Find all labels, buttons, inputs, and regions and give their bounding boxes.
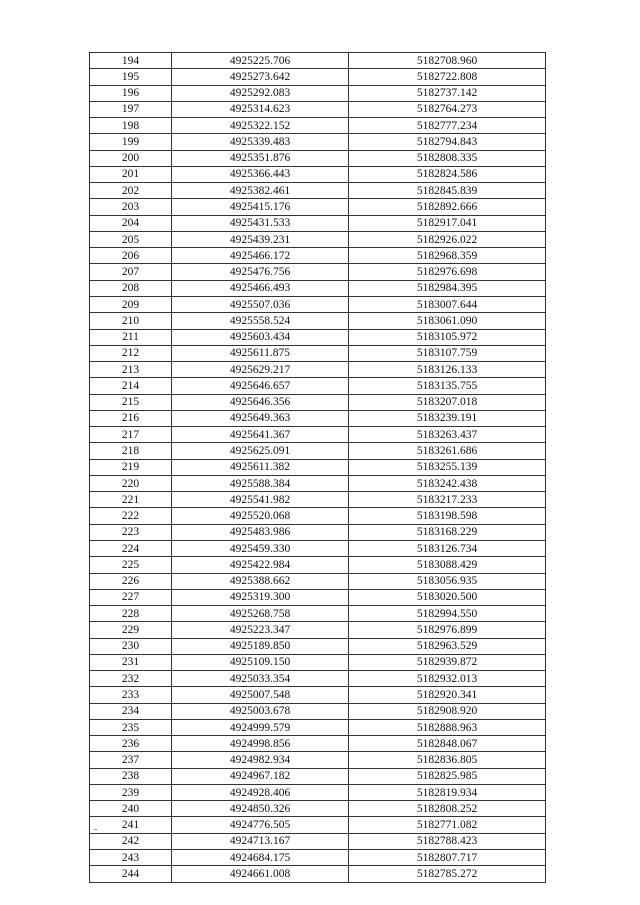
table-row	[90, 866, 546, 882]
point-number-cell: 244	[90, 866, 172, 882]
x-coordinate-cell: 4924967.182	[172, 768, 349, 784]
table-row	[90, 362, 546, 378]
y-coordinate-cell: 5182708.960	[349, 53, 546, 69]
table-row	[90, 166, 546, 182]
table-row	[90, 280, 546, 296]
point-number-cell: 224	[90, 540, 172, 556]
x-coordinate-cell: 4925603.434	[172, 329, 349, 345]
y-coordinate-cell: 5182808.335	[349, 150, 546, 166]
point-number-cell: 215	[90, 394, 172, 410]
x-coordinate-cell: 4924928.406	[172, 784, 349, 800]
point-number-cell: 209	[90, 296, 172, 312]
point-number-cell: 201	[90, 166, 172, 182]
table-row	[90, 150, 546, 166]
table-row	[90, 101, 546, 117]
point-number-cell: 200	[90, 150, 172, 166]
y-coordinate-cell: 5182848.067	[349, 736, 546, 752]
table-row	[90, 524, 546, 540]
x-coordinate-cell: 4925439.231	[172, 231, 349, 247]
table-row	[90, 638, 546, 654]
table-row	[90, 784, 546, 800]
point-number-cell: 230	[90, 638, 172, 654]
y-coordinate-cell: 5182994.550	[349, 606, 546, 622]
x-coordinate-cell: 4925646.356	[172, 394, 349, 410]
table-row	[90, 231, 546, 247]
y-coordinate-cell: 5182722.808	[349, 69, 546, 85]
point-number-cell: 204	[90, 215, 172, 231]
table-row	[90, 134, 546, 150]
point-number-cell: 233	[90, 687, 172, 703]
point-number-cell: 232	[90, 671, 172, 687]
y-coordinate-cell: 5183217.233	[349, 492, 546, 508]
x-coordinate-cell: 4925225.706	[172, 53, 349, 69]
x-coordinate-cell: 4925558.524	[172, 313, 349, 329]
table-row	[90, 53, 546, 69]
point-number-cell: 221	[90, 492, 172, 508]
x-coordinate-cell: 4925382.461	[172, 183, 349, 199]
x-coordinate-cell: 4925476.756	[172, 264, 349, 280]
x-coordinate-cell: 4924982.934	[172, 752, 349, 768]
point-number-cell: 208	[90, 280, 172, 296]
y-coordinate-cell: 5182976.899	[349, 622, 546, 638]
x-coordinate-cell: 4925466.493	[172, 280, 349, 296]
point-number-cell: 199	[90, 134, 172, 150]
y-coordinate-cell: 5182963.529	[349, 638, 546, 654]
x-coordinate-cell: 4924684.175	[172, 850, 349, 866]
table-row	[90, 329, 546, 345]
point-number-cell: 243	[90, 850, 172, 866]
table-row	[90, 801, 546, 817]
table-row	[90, 345, 546, 361]
x-coordinate-cell: 4925319.300	[172, 589, 349, 605]
y-coordinate-cell: 5182785.272	[349, 866, 546, 882]
x-coordinate-cell: 4925483.986	[172, 524, 349, 540]
y-coordinate-cell: 5182926.022	[349, 231, 546, 247]
x-coordinate-cell: 4925431.533	[172, 215, 349, 231]
point-number-cell: 195	[90, 69, 172, 85]
table-row	[90, 589, 546, 605]
x-coordinate-cell: 4925273.642	[172, 69, 349, 85]
table-row	[90, 215, 546, 231]
y-coordinate-cell: 5182764.273	[349, 101, 546, 117]
point-number-cell: 234	[90, 703, 172, 719]
y-coordinate-cell: 5183088.429	[349, 557, 546, 573]
table-row	[90, 752, 546, 768]
x-coordinate-cell: 4925541.982	[172, 492, 349, 508]
y-coordinate-cell: 5183056.935	[349, 573, 546, 589]
x-coordinate-cell: 4925223.347	[172, 622, 349, 638]
point-number-cell: 222	[90, 508, 172, 524]
y-coordinate-cell: 5183020.500	[349, 589, 546, 605]
y-coordinate-cell: 5182939.872	[349, 654, 546, 670]
x-coordinate-cell: 4924661.008	[172, 866, 349, 882]
x-coordinate-cell: 4925351.876	[172, 150, 349, 166]
x-coordinate-cell: 4925459.330	[172, 540, 349, 556]
x-coordinate-cell: 4925003.678	[172, 703, 349, 719]
table-row	[90, 443, 546, 459]
y-coordinate-cell: 5182825.985	[349, 768, 546, 784]
point-number-cell: 242	[90, 833, 172, 849]
table-row	[90, 199, 546, 215]
table-row	[90, 296, 546, 312]
x-coordinate-cell: 4925033.354	[172, 671, 349, 687]
table-row	[90, 768, 546, 784]
x-coordinate-cell: 4924998.856	[172, 736, 349, 752]
y-coordinate-cell: 5183207.018	[349, 394, 546, 410]
y-coordinate-cell: 5182845.839	[349, 183, 546, 199]
y-coordinate-cell: 5182917.041	[349, 215, 546, 231]
point-number-cell: 196	[90, 85, 172, 101]
point-number-cell: 203	[90, 199, 172, 215]
y-coordinate-cell: 5182808.252	[349, 801, 546, 817]
y-coordinate-cell: 5183061.090	[349, 313, 546, 329]
y-coordinate-cell: 5183126.734	[349, 540, 546, 556]
point-number-cell: 207	[90, 264, 172, 280]
point-number-cell: 225	[90, 557, 172, 573]
point-number-cell: 235	[90, 719, 172, 735]
x-coordinate-cell: 4924999.579	[172, 719, 349, 735]
y-coordinate-cell: 5183126.133	[349, 362, 546, 378]
scan-mark	[94, 829, 97, 830]
point-number-cell: 216	[90, 410, 172, 426]
table-row	[90, 654, 546, 670]
table-row	[90, 427, 546, 443]
x-coordinate-cell: 4925629.217	[172, 362, 349, 378]
y-coordinate-cell: 5183239.191	[349, 410, 546, 426]
point-number-cell: 197	[90, 101, 172, 117]
table-row	[90, 606, 546, 622]
y-coordinate-cell: 5182984.395	[349, 280, 546, 296]
point-number-cell: 223	[90, 524, 172, 540]
x-coordinate-cell: 4925649.363	[172, 410, 349, 426]
table-row	[90, 459, 546, 475]
point-number-cell: 238	[90, 768, 172, 784]
table-row	[90, 492, 546, 508]
point-number-cell: 194	[90, 53, 172, 69]
x-coordinate-cell: 4925314.623	[172, 101, 349, 117]
point-number-cell: 198	[90, 118, 172, 134]
point-number-cell: 229	[90, 622, 172, 638]
point-number-cell: 202	[90, 183, 172, 199]
y-coordinate-cell: 5183263.437	[349, 427, 546, 443]
x-coordinate-cell: 4925588.384	[172, 475, 349, 491]
table-row	[90, 687, 546, 703]
point-number-cell: 206	[90, 248, 172, 264]
y-coordinate-cell: 5183261.686	[349, 443, 546, 459]
point-number-cell: 241	[90, 817, 172, 833]
point-number-cell: 220	[90, 475, 172, 491]
point-number-cell: 213	[90, 362, 172, 378]
y-coordinate-cell: 5182908.920	[349, 703, 546, 719]
y-coordinate-cell: 5183007.644	[349, 296, 546, 312]
table-row	[90, 622, 546, 638]
x-coordinate-cell: 4925292.083	[172, 85, 349, 101]
x-coordinate-cell: 4925366.443	[172, 166, 349, 182]
point-number-cell: 205	[90, 231, 172, 247]
x-coordinate-cell: 4925415.176	[172, 199, 349, 215]
y-coordinate-cell: 5182807.717	[349, 850, 546, 866]
table-row	[90, 118, 546, 134]
y-coordinate-cell: 5182892.666	[349, 199, 546, 215]
table-row	[90, 410, 546, 426]
x-coordinate-cell: 4924713.167	[172, 833, 349, 849]
point-number-cell: 210	[90, 313, 172, 329]
point-number-cell: 214	[90, 378, 172, 394]
point-number-cell: 212	[90, 345, 172, 361]
table-row	[90, 703, 546, 719]
y-coordinate-cell: 5182888.963	[349, 719, 546, 735]
coordinates-table	[89, 52, 546, 883]
y-coordinate-cell: 5182819.934	[349, 784, 546, 800]
table-row	[90, 475, 546, 491]
coordinates-table-body	[90, 53, 546, 883]
x-coordinate-cell: 4925189.850	[172, 638, 349, 654]
x-coordinate-cell: 4925611.875	[172, 345, 349, 361]
x-coordinate-cell: 4925625.091	[172, 443, 349, 459]
y-coordinate-cell: 5183242.438	[349, 475, 546, 491]
x-coordinate-cell: 4925520.068	[172, 508, 349, 524]
x-coordinate-cell: 4925388.662	[172, 573, 349, 589]
table-row	[90, 817, 546, 833]
y-coordinate-cell: 5182976.698	[349, 264, 546, 280]
table-row	[90, 264, 546, 280]
point-number-cell: 237	[90, 752, 172, 768]
point-number-cell: 226	[90, 573, 172, 589]
y-coordinate-cell: 5183135.755	[349, 378, 546, 394]
x-coordinate-cell: 4925507.036	[172, 296, 349, 312]
y-coordinate-cell: 5182920.341	[349, 687, 546, 703]
point-number-cell: 240	[90, 801, 172, 817]
table-row	[90, 573, 546, 589]
point-number-cell: 218	[90, 443, 172, 459]
y-coordinate-cell: 5182968.359	[349, 248, 546, 264]
y-coordinate-cell: 5182737.142	[349, 85, 546, 101]
point-number-cell: 211	[90, 329, 172, 345]
x-coordinate-cell: 4925109.150	[172, 654, 349, 670]
x-coordinate-cell: 4925268.758	[172, 606, 349, 622]
x-coordinate-cell: 4925339.483	[172, 134, 349, 150]
y-coordinate-cell: 5183168.229	[349, 524, 546, 540]
table-row	[90, 69, 546, 85]
x-coordinate-cell: 4925611.382	[172, 459, 349, 475]
x-coordinate-cell: 4925007.548	[172, 687, 349, 703]
x-coordinate-cell: 4925646.657	[172, 378, 349, 394]
table-row	[90, 85, 546, 101]
x-coordinate-cell: 4925422.984	[172, 557, 349, 573]
y-coordinate-cell: 5182794.843	[349, 134, 546, 150]
point-number-cell: 227	[90, 589, 172, 605]
x-coordinate-cell: 4925466.172	[172, 248, 349, 264]
y-coordinate-cell: 5183255.139	[349, 459, 546, 475]
y-coordinate-cell: 5182824.586	[349, 166, 546, 182]
y-coordinate-cell: 5183107.759	[349, 345, 546, 361]
table-row	[90, 183, 546, 199]
table-row	[90, 378, 546, 394]
y-coordinate-cell: 5182777.234	[349, 118, 546, 134]
table-row	[90, 719, 546, 735]
point-number-cell: 228	[90, 606, 172, 622]
table-row	[90, 248, 546, 264]
table-row	[90, 394, 546, 410]
table-row	[90, 736, 546, 752]
x-coordinate-cell: 4924850.326	[172, 801, 349, 817]
table-row	[90, 557, 546, 573]
y-coordinate-cell: 5182836.805	[349, 752, 546, 768]
table-row	[90, 540, 546, 556]
table-row	[90, 671, 546, 687]
table-row	[90, 850, 546, 866]
table-row	[90, 313, 546, 329]
x-coordinate-cell: 4924776.505	[172, 817, 349, 833]
table-row	[90, 508, 546, 524]
table-row	[90, 833, 546, 849]
x-coordinate-cell: 4925641.367	[172, 427, 349, 443]
point-number-cell: 236	[90, 736, 172, 752]
x-coordinate-cell: 4925322.152	[172, 118, 349, 134]
point-number-cell: 239	[90, 784, 172, 800]
point-number-cell: 231	[90, 654, 172, 670]
y-coordinate-cell: 5182771.082	[349, 817, 546, 833]
y-coordinate-cell: 5182932.013	[349, 671, 546, 687]
point-number-cell: 217	[90, 427, 172, 443]
y-coordinate-cell: 5183198.598	[349, 508, 546, 524]
point-number-cell: 219	[90, 459, 172, 475]
y-coordinate-cell: 5183105.972	[349, 329, 546, 345]
y-coordinate-cell: 5182788.423	[349, 833, 546, 849]
